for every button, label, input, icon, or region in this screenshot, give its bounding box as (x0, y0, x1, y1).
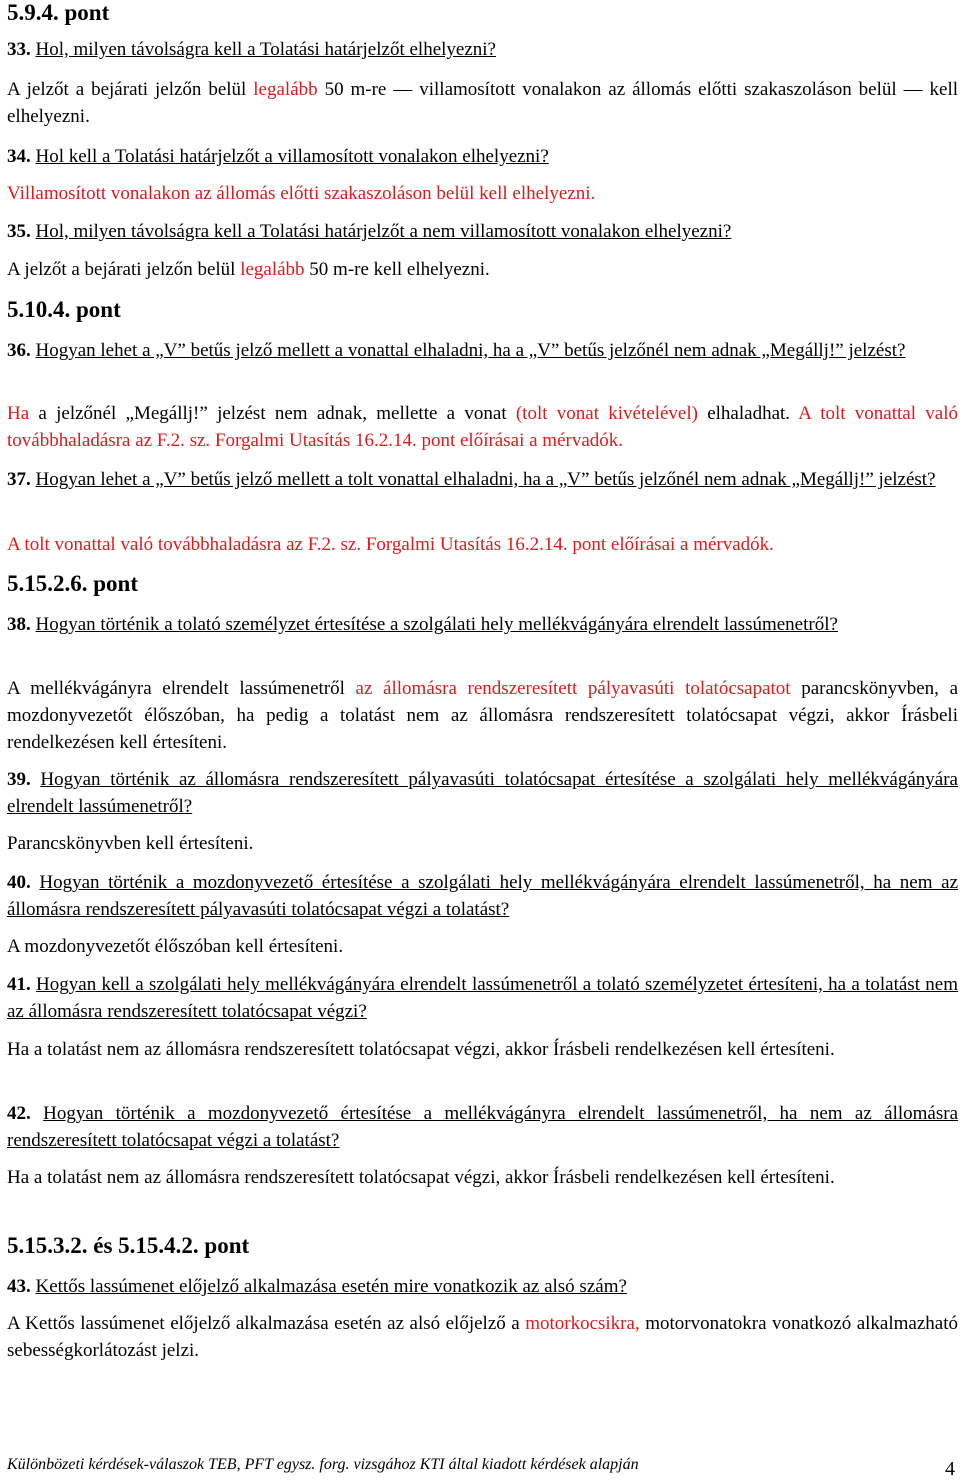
answer-highlight: motorkocsikra, (525, 1313, 640, 1334)
answer-text: elhaladhat. (697, 403, 799, 424)
section-heading: 5.15.2.6. pont (7, 571, 138, 596)
answer-text: 50 m-re kell elhelyezni. (304, 259, 490, 280)
section-heading: 5.10.4. pont (7, 297, 121, 322)
question-42 (7, 1100, 958, 1154)
answer-41: Ha a tolatást nem az állomásra rendszeresített tolatócsapat végzi, akkor Írásbeli rendelkezésen kell értesíteni. (7, 1039, 835, 1060)
answer-43 (7, 1310, 958, 1364)
question-41 (7, 971, 958, 1025)
section-heading: 5.15.3.2. és 5.15.4.2. pont (7, 1233, 250, 1258)
section-heading: 5.9.4. pont (7, 0, 110, 25)
answer-36 (7, 400, 958, 454)
question-33 (7, 36, 958, 63)
question-number: 33. (7, 39, 31, 60)
question-38 (7, 611, 958, 638)
question-text: Hogyan történik a mozdonyvezető értesítése a mellékvágányra elrendelt lassúmenetről, ha nem az állomásra rendszeresített tolatócsapat végzi a tolatást? (7, 1103, 959, 1151)
answer-39: Parancskönyvben kell értesíteni. (7, 833, 254, 854)
answer-37: A tolt vonattal való továbbhaladásra az F.2. sz. Forgalmi Utasítás 16.2.14. pont előírásai a mérvadók. (7, 534, 774, 555)
question-text: Hol kell a Tolatási határjelzőt a villamosított vonalakon elhelyezni? (35, 146, 549, 167)
question-text: Hogyan történik a tolató személyzet értesítése a szolgálati hely mellékvágányára elrendelt lassúmenetről? (35, 614, 838, 635)
answer-text: A jelzőt a bejárati jelzőn belül (7, 259, 241, 280)
question-35 (7, 218, 958, 245)
page-footer: Különbözeti kérdések-válaszok TEB, PFT egysz. forg. vizsgához KTI által kiadott kérdések alapján (7, 1456, 639, 1473)
question-text: Hogyan lehet a „V” betűs jelző mellett a vonattal elhaladni, ha a „V” betűs jelzőnél nem adnak „Megállj!” jelzést? (35, 340, 906, 361)
question-number: 43. (7, 1276, 31, 1297)
answer-highlight: (tolt vonat kivételével) (515, 403, 698, 424)
answer-highlight: Ha (7, 403, 30, 424)
answer-text: parancskönyvben, a mozdonyvezetőt élőszóban, ha pedig a tolatást nem az állomásra rendszeresített tolatócsapat végzi, akkor Írásbeli rendelkezésen kell értesíteni. (7, 678, 959, 753)
question-36 (7, 337, 958, 364)
answer-40: A mozdonyvezetőt élőszóban kell értesíteni. (7, 936, 344, 957)
answer-35 (7, 256, 958, 283)
answer-text: 50 m-re — villamosított vonalakon az állomás előtti szakaszoláson belül — kell elhelyezni. (7, 79, 958, 127)
question-37 (7, 466, 958, 493)
question-39 (7, 766, 958, 820)
question-number: 42. (7, 1103, 31, 1124)
question-number: 41. (7, 974, 31, 995)
question-number: 38. (7, 614, 31, 635)
question-text: Hogyan történik a mozdonyvezető értesítése a szolgálati hely mellékvágányára elrendelt lassúmenetről, ha nem az állomásra rendszeresített pályavasúti tolatócsapat végzi a tolatást? (7, 872, 958, 920)
question-40 (7, 869, 958, 923)
answer-34: Villamosított vonalakon az állomás előtti szakaszoláson belül kell elhelyezni. (7, 183, 596, 204)
answer-highlight: A tolt vonattal való továbbhaladásra az F.2. sz. Forgalmi Utasítás 16.2.14. pont előírásai a mérvadók. (7, 403, 958, 451)
answer-33 (7, 76, 958, 130)
question-number: 36. (7, 340, 31, 361)
question-number: 40. (7, 872, 31, 893)
question-text: Kettős lassúmenet előjelző alkalmazása esetén mire vonatkozik az alsó szám? (35, 1276, 627, 1297)
question-text: Hogyan történik az állomásra rendszeresített pályavasúti tolatócsapat értesítése a szolgálati hely mellékvágányára elrendelt lassúmenetről? (7, 769, 958, 817)
answer-highlight: az állomásra rendszeresített pályavasúti tolatócsapatot (355, 678, 791, 699)
answer-text: A mellékvágányra elrendelt lassúmenetről (7, 678, 356, 699)
answer-text: A jelzőt a bejárati jelzőn belül (7, 79, 254, 100)
answer-text: A Kettős lassúmenet előjelző alkalmazása esetén az alsó előjelző a (7, 1313, 526, 1334)
answer-38 (7, 675, 958, 756)
question-text: Hogyan kell a szolgálati hely mellékvágányára elrendelt lassúmenetről a tolató személyzetet értesíteni, ha a tolatást nem az állomásra rendszeresített tolatócsapat végzi? (7, 974, 958, 1022)
question-number: 35. (7, 221, 31, 242)
question-43 (7, 1273, 958, 1300)
answer-highlight: legalább (240, 259, 305, 280)
question-number: 34. (7, 146, 31, 167)
question-34 (7, 143, 958, 170)
question-text: Hol, milyen távolságra kell a Tolatási határjelzőt elhelyezni? (35, 39, 496, 60)
answer-42: Ha a tolatást nem az állomásra rendszeresített tolatócsapat végzi, akkor Írásbeli rendelkezésen kell értesíteni. (7, 1167, 835, 1188)
question-number: 37. (7, 469, 31, 490)
answer-highlight: legalább (253, 79, 318, 100)
page-number: 4 (945, 1458, 955, 1480)
question-number: 39. (7, 769, 31, 790)
question-text: Hol, milyen távolságra kell a Tolatási határjelzőt a nem villamosított vonalakon elhelyezni? (35, 221, 732, 242)
question-text: Hogyan lehet a „V” betűs jelző mellett a tolt vonattal elhaladni, ha a „V” betűs jelzőnél nem adnak „Megállj!” jelzést? (35, 469, 936, 490)
answer-text: motorvonatokra vonatkozó alkalmazható sebességkorlátozást jelzi. (7, 1313, 958, 1361)
answer-text: a jelzőnél „Megállj!” jelzést nem adnak, mellette a vonat (29, 403, 516, 424)
